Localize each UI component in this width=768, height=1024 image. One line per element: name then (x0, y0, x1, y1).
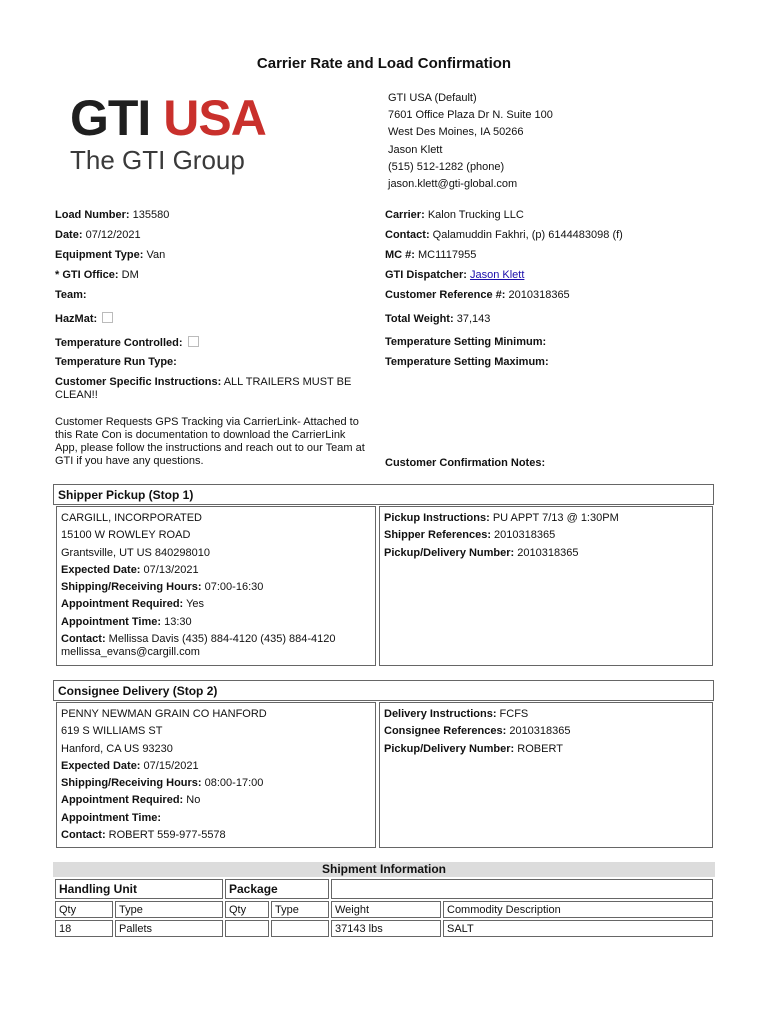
consignee-references: Consignee References: 2010318365 (384, 725, 571, 738)
gti-dispatcher-field: GTI Dispatcher: Jason Klett (385, 269, 525, 281)
consignee-expected-date: Expected Date: 07/15/2021 (61, 759, 199, 772)
company-phone: (515) 512-1282 (phone) (388, 160, 505, 173)
cell-package-qty (225, 920, 269, 937)
shipment-table (53, 877, 715, 939)
shipper-name: CARGILL, INCORPORATED (61, 512, 202, 524)
total-weight-field: Total Weight: 37,143 (385, 313, 491, 325)
temp-controlled-field: Temperature Controlled: (55, 336, 365, 350)
equipment-type-field: Equipment Type: Van (55, 249, 166, 261)
load-number-field: Load Number: 135580 (55, 209, 170, 221)
shipment-column-header-row (55, 901, 713, 918)
team-field: Team: (55, 289, 87, 301)
consignee-appointment-required: Appointment Required: No (61, 794, 201, 807)
consignee-address-box (56, 702, 376, 848)
dispatcher-link[interactable]: Jason Klett (469, 269, 525, 281)
logo-gti-text: GTI (70, 90, 151, 146)
cell-package-type (271, 920, 329, 937)
shipper-pickup-delivery-number: Pickup/Delivery Number: 2010318365 (384, 546, 579, 559)
company-name: GTI USA (Default) (388, 92, 477, 104)
shipper-expected-date: Expected Date: 07/13/2021 (61, 563, 199, 576)
shipment-group-header-row (55, 879, 713, 899)
col-header-package-qty: Qty (225, 901, 269, 918)
package-header: Package (225, 879, 329, 899)
col-header-package-type: Type (271, 901, 329, 918)
col-header-qty: Qty (55, 901, 113, 918)
cell-qty: 18 (55, 920, 113, 937)
shipper-references: Shipper References: 2010318365 (384, 529, 556, 542)
gti-usa-logo (70, 92, 280, 182)
consignee-name: PENNY NEWMAN GRAIN CO HANFORD (61, 708, 267, 720)
shipper-instructions-box (379, 506, 713, 666)
temp-controlled-checkbox[interactable] (188, 336, 199, 347)
handling-unit-header: Handling Unit (55, 879, 223, 899)
cell-type: Pallets (115, 920, 223, 937)
company-address-line2: West Des Moines, IA 50266 (388, 126, 524, 139)
shipper-address-box (56, 506, 376, 666)
consignee-contact: Contact: ROBERT 559-977-5578 (61, 829, 226, 842)
logo-tagline: The GTI Group (70, 145, 245, 175)
temp-max-field: Temperature Setting Maximum: (385, 356, 549, 368)
contact-field: Contact: Qalamuddin Fakhri, (p) 6144483098 (f) (385, 229, 623, 241)
shipper-street: 15100 W ROWLEY ROAD (61, 529, 191, 542)
temp-run-type-field: Temperature Run Type: (55, 356, 177, 368)
delivery-instructions: Delivery Instructions: FCFS (384, 708, 529, 720)
consignee-street: 619 S WILLIAMS ST (61, 725, 163, 738)
mc-number-field: MC #: MC1117955 (385, 249, 477, 261)
company-address-block (388, 90, 553, 193)
logo-usa-text: USA (163, 90, 266, 146)
company-contact: Jason Klett (388, 143, 443, 156)
shipper-appointment-time: Appointment Time: 13:30 (61, 615, 192, 628)
shipper-appointment-required: Appointment Required: Yes (61, 598, 205, 611)
date-field: Date: 07/12/2021 (55, 229, 141, 241)
table-row (55, 920, 713, 937)
col-header-type: Type (115, 901, 223, 918)
company-email: jason.klett@gti-global.com (388, 178, 518, 191)
consignee-section-heading: Consignee Delivery (Stop 2) (53, 680, 714, 701)
blank-group-header (331, 879, 713, 899)
col-header-commodity: Commodity Description (443, 901, 713, 918)
carrier-field: Carrier: Kalon Trucking LLC (385, 209, 524, 221)
temp-min-field: Temperature Setting Minimum: (385, 336, 547, 348)
consignee-pickup-delivery-number: Pickup/Delivery Number: ROBERT (384, 742, 563, 755)
consignee-instructions-box (379, 702, 713, 848)
consignee-city: Hanford, CA US 93230 (61, 742, 173, 755)
col-header-weight: Weight (331, 901, 441, 918)
hazmat-checkbox[interactable] (102, 312, 113, 323)
consignee-hours: Shipping/Receiving Hours: 08:00-17:00 (61, 777, 264, 790)
pickup-instructions: Pickup Instructions: PU APPT 7/13 @ 1:30PM (384, 512, 619, 524)
shipper-contact: Contact: Mellissa Davis (435) 884-4120 (435) 884-4120 mellissa_evans@cargill.com (61, 633, 336, 659)
shipment-info-title: Shipment Information (53, 862, 715, 877)
shipper-contact-email: mellissa_evans@cargill.com (61, 646, 200, 659)
page-title: Carrier Rate and Load Confirmation (256, 55, 512, 72)
company-address-line1: 7601 Office Plaza Dr N. Suite 100 (388, 109, 553, 122)
shipper-city: Grantsville, UT US 840298010 (61, 546, 210, 559)
gps-tracking-note: Customer Requests GPS Tracking via CarrierLink- Attached to this Rate Con is documentation to download the CarrierLink App, please follow the instructions and reach out to our Team at GTI if you have any questions. (55, 416, 365, 467)
shipper-section-heading: Shipper Pickup (Stop 1) (53, 484, 714, 505)
hazmat-field: HazMat: (55, 312, 365, 326)
customer-instructions-field: Customer Specific Instructions: ALL TRAILERS MUST BE CLEAN!! (55, 376, 352, 401)
shipper-hours: Shipping/Receiving Hours: 07:00-16:30 (61, 581, 264, 594)
cell-weight: 37143 lbs (331, 920, 441, 937)
confirmation-notes-field: Customer Confirmation Notes: (385, 457, 546, 469)
customer-reference-field: Customer Reference #: 2010318365 (385, 289, 570, 301)
cell-commodity: SALT (443, 920, 713, 937)
consignee-appointment-time: Appointment Time: (61, 811, 162, 824)
gti-office-field: * GTI Office: DM (55, 269, 139, 281)
